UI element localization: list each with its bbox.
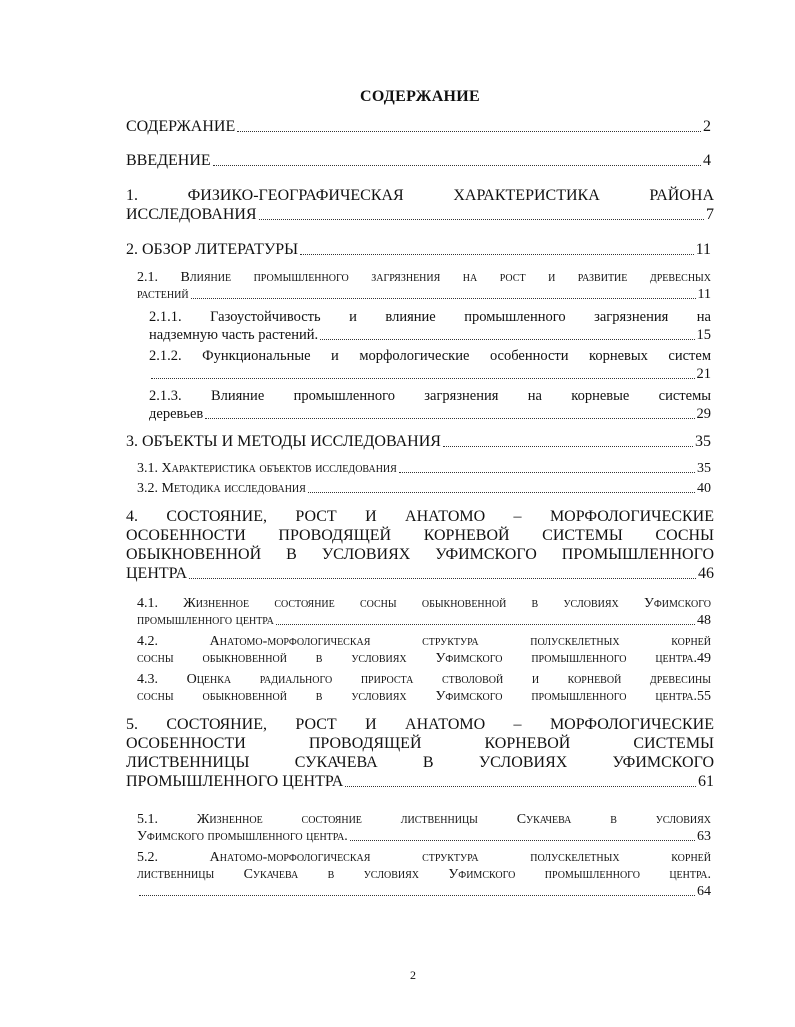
toc-page-number: 35 [695,433,711,450]
toc-entry-text: 2.1.3. Влияние промышленного загрязнения на корневые системы [149,388,711,404]
toc-entry-text: 4.3. Оценка радиального прироста стволовой и корневой древесины [137,672,711,687]
toc-entry-text: 2.1.1. Газоустойчивость и влияние промышленного загрязнения на [149,309,711,325]
toc-entry-text: 4.1. Жизненное состояние сосны обыкновенной в условиях Уфимского [137,596,711,611]
toc-entry-section-3-1[interactable] [137,460,711,477]
toc-entry-text: ИССЛЕДОВАНИЯ [126,206,257,223]
toc-entry-text: 5.2. Анатомо-морфологическая структура полускелетных корней [137,850,711,865]
toc-page-number: 29 [696,406,711,422]
toc-entry-section-4-2[interactable] [137,633,711,667]
toc-entry-chapter-3[interactable] [126,432,711,451]
toc-page-number: 48 [697,613,711,628]
toc-entry-section-2-1[interactable] [137,269,711,303]
toc-page-number: 21 [696,366,711,382]
toc-entry-text: надземную часть растений. [149,327,319,343]
toc-page-number: 40 [697,481,711,496]
toc-entry-text: ПРОМЫШЛЕННОГО ЦЕНТРА [126,773,344,790]
toc-entry-contents[interactable] [126,117,711,136]
toc-entry-chapter-1[interactable] [126,186,714,224]
leader-dots [205,418,694,419]
leader-dots [151,378,695,379]
toc-entry-text: 2.1.2. Функциональные и морфологические особенности корневых систем [149,348,711,364]
toc-page-number: 35 [697,461,711,476]
leader-dots [443,446,693,447]
toc-page-number: 11 [695,241,711,258]
toc-entry-text: промышленного центра [137,613,274,628]
toc-entry-text: ОСОБЕННОСТИ ПРОВОДЯЩЕЙ КОРНЕВОЙ СИСТЕМЫ [126,735,714,752]
leader-dots [308,492,695,493]
page-number: 2 [410,968,416,982]
toc-entry-text: растений [137,287,189,302]
leader-dots [191,298,696,299]
leader-dots [237,131,701,132]
leader-dots [276,624,695,625]
toc-entry-chapter-2[interactable] [126,240,711,259]
toc-entry-text: сосны обыкновенной в условиях Уфимского промышленного центра.49 [137,651,711,666]
toc-entry-text: ЛИСТВЕННИЦЫ СУКАЧЕВА В УСЛОВИЯХ УФИМСКОГО [126,754,714,771]
toc-page-number: 7 [706,206,714,223]
toc-entry-text: Уфимского промышленного центра. [137,829,348,844]
toc-page-number: 64 [697,884,711,899]
page-title: СОДЕРЖАНИЕ [359,88,481,105]
toc-page-number: 61 [698,773,714,790]
toc-entry-text: 2.1. Влияние промышленного загрязнения на рост и развитие древесных [137,270,711,285]
toc-entry-introduction[interactable] [126,151,711,170]
toc-page-number: 63 [697,829,711,844]
toc-entry-section-4-1[interactable] [137,595,711,629]
leader-dots [189,578,696,579]
toc-entry-text: 3.2. Методика исследования [137,481,306,496]
leader-dots [259,219,704,220]
toc-entry-text: 1. ФИЗИКО-ГЕОГРАФИЧЕСКАЯ ХАРАКТЕРИСТИКА РАЙОНА [126,187,714,204]
toc-entry-section-3-2[interactable] [137,480,711,497]
leader-dots [350,840,695,841]
leader-dots [139,895,695,896]
toc-entry-section-5-1[interactable] [137,811,711,845]
toc-entry-text: 3.1. Характеристика объектов исследования [137,461,397,476]
toc-entry-section-4-3[interactable] [137,671,711,705]
toc-entry-chapter-4[interactable] [126,507,714,583]
toc-entry-chapter-5[interactable] [126,715,714,791]
toc-page-number: 46 [698,565,714,582]
toc-entry-section-2-1-3[interactable] [149,387,711,423]
toc-entry-text: деревьев [149,406,204,422]
toc-entry-text: 5. СОСТОЯНИЕ, РОСТ И АНАТОМО – МОРФОЛОГИЧЕСКИЕ [126,716,714,733]
leader-dots [320,339,694,340]
leader-dots [213,165,701,166]
toc-entry-text: 3. ОБЪЕКТЫ И МЕТОДЫ ИССЛЕДОВАНИЯ [126,433,441,450]
toc-entry-text: ОБЫКНОВЕННОЙ В УСЛОВИЯХ УФИМСКОГО ПРОМЫШЛЕННОГО [126,546,714,563]
toc-entry-text: ВВЕДЕНИЕ [126,152,211,169]
toc-entry-section-2-1-2[interactable] [149,347,711,383]
toc-entry-text: ЦЕНТРА [126,565,188,582]
toc-entry-text: сосны обыкновенной в условиях Уфимского промышленного центра.55 [137,689,711,704]
toc-entry-text: ОСОБЕННОСТИ ПРОВОДЯЩЕЙ КОРНЕВОЙ СИСТЕМЫ СОСНЫ [126,527,714,544]
leader-dots [300,254,693,255]
toc-page-number: 11 [697,287,711,302]
toc-page-number: 15 [696,327,711,343]
toc-entry-text: СОДЕРЖАНИЕ [126,118,236,135]
toc-entry-text: лиственницы Сукачева в условиях Уфимского промышленного центра. [137,867,711,882]
leader-dots [399,472,695,473]
toc-page-number: 4 [703,152,711,169]
toc-entry-text: 4. СОСТОЯНИЕ, РОСТ И АНАТОМО – МОРФОЛОГИЧЕСКИЕ [126,508,714,525]
toc-page-number: 2 [703,118,711,135]
leader-dots [345,786,696,787]
toc-entry-section-5-2[interactable] [137,849,711,900]
toc-entry-section-2-1-1[interactable] [149,308,711,344]
toc-entry-text: 2. ОБЗОР ЛИТЕРАТУРЫ [126,241,299,258]
toc-entry-text: 5.1. Жизненное состояние лиственницы Сукачева в условиях [137,812,711,827]
toc-entry-text: 4.2. Анатомо-морфологическая структура полускелетных корней [137,634,711,649]
